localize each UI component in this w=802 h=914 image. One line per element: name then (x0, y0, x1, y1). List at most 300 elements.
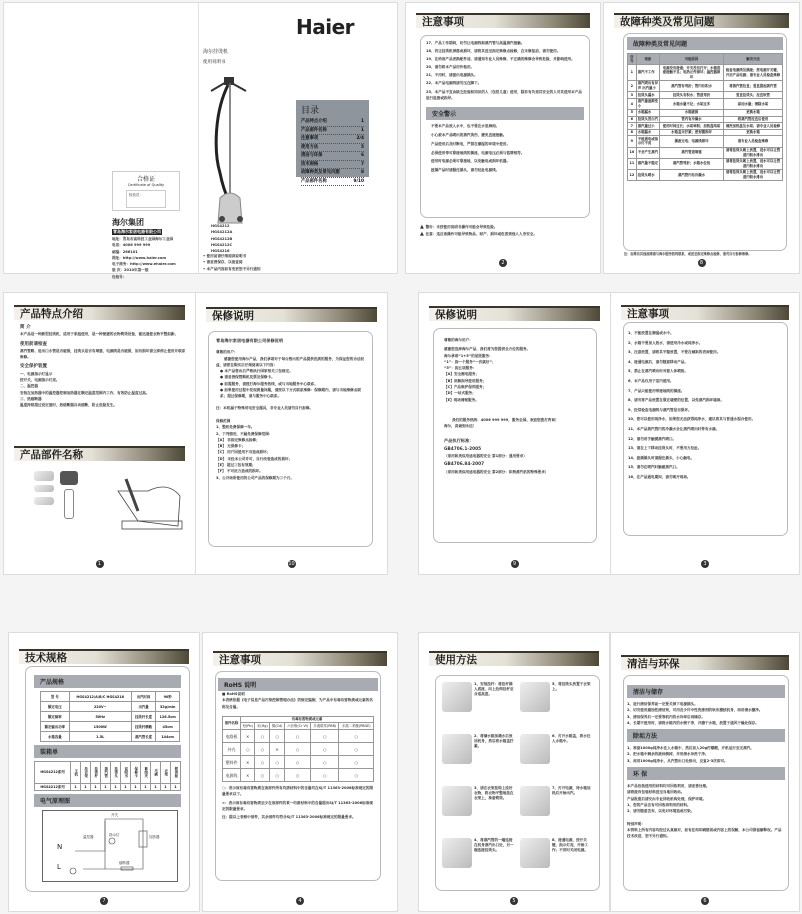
scope-item: 【E】 超过三包有效期； (216, 463, 256, 468)
rohs-cell: × (241, 730, 255, 743)
environment-item: 本产品包装使用的材料均可回收利用，请妥善处理。 (627, 784, 710, 789)
toc-page: 2/4 (356, 136, 364, 141)
intro-text: 本产品是一种新型挂烫机，适用于家庭使用，是一种便捷的衣物熨烫设备，能迅速使衣物平整如新。 (20, 332, 179, 337)
step-text: 4、将蒸汽管的一端连接在机身蒸汽出口处，另一端连接挂烫头。 (474, 838, 514, 852)
step-text: 1、安装挂杆：将挂杆插入底座，向上拉伸挂杆至合适高度。 (474, 682, 514, 696)
step-text: 7、打开电源，待水箱加热后开始出汽。 (552, 786, 591, 795)
rohs-cell: ○ (339, 743, 374, 756)
table-header-row (628, 54, 783, 65)
step-text: 8、接通电源，按开关键，指示灯亮，开始工作；不用时关闭电源。 (552, 838, 588, 852)
packing-qty: 1 (130, 784, 140, 791)
toc-label: 产品部件名称 (301, 127, 327, 133)
notice-item: 23、本产品不宜由缺乏经验和知识的人（包括儿童）使用，除非有负责其安全的人对其使用本产品进行监督或指导。 (426, 89, 582, 100)
clean-item: 4、长期不使用时，请将水箱内的水倒干净，并擦干水箱，放置于通风干燥处保存。 (627, 720, 759, 725)
warning-triangle-icon: ▲ (420, 224, 426, 230)
toc-page: 1 (361, 119, 364, 124)
clean-item: 2、切勿使用腐蚀性清洁剂，可用含少许中性洗涤剂的软布擦拭机身，再用清水擦净。 (627, 708, 763, 713)
cover-spread (3, 2, 398, 279)
table-cell: 水箱盖未拧紧；密封圈损坏 (660, 129, 724, 136)
packing-column: 挂衣架 (80, 762, 90, 784)
document-type: 使用说明书 (203, 60, 226, 65)
circuit-label: 开关 (111, 812, 118, 817)
footnote: 注：如果有其他故障请与海尔服务热线联系，或送至指定维修点检修，请勿自行拆卸维修。 (624, 252, 752, 256)
rohs-note: ×：表示该有毒有害物质至少在该部件的某一均质材料中的含量超出SJ/T 11363-2006标准规定的限量要求。 (222, 800, 373, 811)
table-cell: 管内有冷凝水 (660, 116, 724, 123)
table-row (628, 136, 783, 147)
cover-notes (203, 253, 260, 272)
spec-cell: 45cm (156, 722, 180, 732)
packing-column: 衣架 (160, 762, 170, 784)
rohs-elements-row (223, 723, 374, 730)
scope-item: 【B】 无保修卡； (216, 444, 246, 449)
packing-column: 熨烫板 (170, 762, 180, 784)
column-header: 解决方法 (723, 54, 782, 65)
circuit-label: L (57, 862, 61, 871)
safety-item: 拔插产品时请握住插头，请勿拉扯电源线。 (431, 168, 500, 173)
page-warranty-2 (418, 292, 611, 575)
model-number: HGS4216 (211, 249, 230, 254)
element-header: 多溴联苯(PBB) (311, 723, 339, 730)
rohs-cell: ○ (285, 756, 311, 769)
table-cell: 挂烫头漏水 (636, 92, 659, 99)
table-cell: 添加水量；清除水垢 (723, 98, 782, 109)
packing-qty: 1 (110, 784, 120, 791)
safety-device-line: 二、温控器 (20, 384, 38, 389)
notice-item: 5、禁止在蒸汽喷出时对着人体喷射。 (628, 369, 688, 374)
rohs-cell: ○ (311, 730, 339, 743)
packing-row (35, 784, 181, 791)
table-cell: 8 (628, 129, 637, 136)
table-row (628, 65, 783, 81)
step-text: 5、将挂烫头放置于衣架上。 (552, 682, 591, 691)
substance-header: 有毒有害物质或元素 (241, 716, 374, 723)
page-title: 清洁与环保 (627, 658, 680, 670)
slogan: 海尔，真诚到永远！ (444, 424, 477, 429)
packing-qty: 1 (120, 784, 130, 791)
contact-line: 电话：4006 999 999 (112, 243, 151, 248)
safety-item: 产品使用后及时断电，严禁在潮湿的环境中使用。 (431, 141, 511, 146)
safety-item: 小心被本产品喷出的蒸汽烫伤，避免直接接触。 (431, 132, 507, 137)
usage-step (442, 838, 518, 886)
service-line: 【A】安全测电服务； (444, 372, 480, 377)
contact-line: 电子商务：http://www.ehaier.com (112, 262, 176, 267)
rohs-cell: ○ (339, 730, 374, 743)
spec-row (41, 692, 180, 702)
table-cell: 使用时间过长；水垢堆积；加热盘结垢 (660, 123, 724, 130)
table-cell: 4 (628, 98, 637, 109)
environment-item: 2、请勿随意丢弃，以免对环境造成污染。 (627, 809, 695, 814)
warning-line (420, 231, 537, 238)
rohs-cell: ○ (241, 743, 255, 756)
toc-label: 产品特点介绍 (301, 119, 327, 124)
spec-cell: 挂烫杆横截 (131, 722, 156, 732)
page-troubleshooting (603, 2, 800, 274)
rohs-cell: 电路板 (223, 730, 241, 743)
usage-step (520, 734, 596, 782)
rohs-heading: RoHS 说明 (218, 678, 378, 691)
descale-item: 2、把水箱中剩余的液体倒掉，并用清水冲洗干净。 (627, 752, 709, 757)
table-cell: 蒸汽喷出有异声 出汽量小 (637, 81, 659, 91)
usage-step (442, 734, 518, 782)
spec-row (41, 702, 180, 712)
table-cell: 7 (628, 123, 637, 130)
standard-desc: （家用和类似用途电器的安全 第2部分：织物蒸汽机的特殊要求） (444, 469, 549, 474)
notice-item: 13、请在上下移动挂烫头时，不要用力拉扯。 (628, 446, 702, 451)
garment-steamer-image (206, 73, 251, 223)
table-row (628, 129, 783, 136)
page-title: 产品特点介绍 (20, 308, 83, 320)
table-cell: 竖直挂烫头；拉直软管 (723, 92, 782, 99)
table-row (628, 98, 783, 109)
table-cell: 5 (628, 109, 637, 116)
table-cell: 蒸汽不工作 (636, 65, 659, 81)
table-cell: 检查电源线及插座；按电源开关键，开启产品电源；请专业人员检查维修 (723, 65, 782, 81)
haier-group-logo: 海尔集团 (112, 218, 144, 227)
model-number: HGS4212B (211, 236, 233, 241)
element-header: 汞(Hg) (255, 723, 270, 730)
toc-label: 故障种类及常见问题 (301, 170, 340, 175)
toc-title: 目录 (301, 106, 320, 116)
step-illustration (442, 734, 472, 764)
spec-cell: 水箱容量 (41, 732, 70, 742)
table-cell: 蒸汽管弯折；水箱水位低 (660, 158, 724, 169)
hotline-text: 我们的服务热线：4006 999 999，服务全国。欢迎您拨打咨询！ (452, 417, 559, 422)
table-cell: 11 (628, 158, 637, 169)
warranty-bullet: ● 本产品售出后严格执行国家相关三包规定。 (220, 369, 293, 374)
warning-text: 警告：未按使用说明书操作可能会导致危险。 (425, 225, 498, 229)
notice-item: 12、请勿用手触摸蒸汽喷口。 (628, 436, 677, 441)
table-cell: 蒸汽管内有冷凝水 (660, 169, 724, 180)
circuit-diagram (42, 810, 178, 882)
table-row (628, 169, 783, 180)
circuit-label: N (57, 842, 63, 851)
packing-qty: 1 (170, 784, 180, 791)
table-cell: 蒸汽量过小 (636, 123, 659, 130)
packing-column: 主机 (70, 762, 80, 784)
spec-cell: 220V~ (69, 702, 131, 712)
rohs-cell: ○ (339, 756, 374, 769)
descale-heading: 除垢方法 (627, 729, 785, 742)
table-cell: 10 (628, 147, 637, 158)
rohs-cell: × (241, 756, 255, 769)
table-cell: 1 (628, 65, 637, 81)
spec-cell: 蒸汽管长度 (131, 732, 156, 742)
model-number: HGS4212C (211, 242, 233, 247)
back-cover (4, 3, 199, 279)
toc-entry[interactable] (301, 169, 364, 178)
rohs-cell: ○ (255, 743, 270, 756)
rohs-note: ○：表示该有毒有害物质在该部件所有均质材料中的含量均在SJ/T 11363-2006标准规定的限量要求以下。 (222, 786, 374, 797)
environment-item: 1、您的产品含有可回收再利用的材料。 (627, 802, 691, 807)
safety-warning-heading: 安全警示 (426, 107, 584, 120)
model-number: HGS4212A (211, 230, 233, 235)
contact-line: 版 次：2010年第一版 (112, 268, 149, 273)
toc-label: 技术规格 (301, 161, 319, 167)
table-cell: 12 (628, 169, 637, 180)
table-cell: 清洗加热盘及水垢；请专业人员检修 (723, 123, 782, 130)
service-line: 【E】现场清理服务。 (444, 397, 479, 402)
spec-cell: 32g/min (156, 702, 180, 712)
table-cell: 更换水箱 (723, 129, 782, 136)
rohs-cell: ○ (255, 756, 270, 769)
column-header: 现象 (636, 54, 659, 65)
descale-item: 1、准备1000g纯净水注入水箱中，然后加入20g柠檬酸，开机运行至无蒸汽。 (627, 746, 754, 751)
packing-heading: 装箱单 (34, 745, 181, 758)
table-row (628, 123, 783, 130)
safety-device-line: 安装在加热器中的温控器控制加热器在额定温度范围内工作，有效防止温度过高。 (20, 390, 150, 395)
spec-cell: 挂烫杆长度 (131, 712, 156, 722)
step-illustration (442, 786, 472, 816)
spec-cell: 额定电压 (41, 702, 70, 712)
toc-page: 6 (361, 153, 364, 158)
rohs-cell: ○ (255, 769, 270, 782)
rohs-note: 注：除以上表格中部件，其余部件均符合SJ/T 11363-2006标准规定的限量要求。 (222, 815, 356, 820)
toc-entry[interactable] (301, 152, 364, 161)
parts-title: 产品部件名称 (20, 449, 83, 461)
table-cell: 蒸汽管有弯折；管内有积水 (660, 80, 724, 91)
rohs-cell: ○ (311, 769, 339, 782)
safety-device-line: 三、热熔断器 (20, 396, 42, 401)
notice-item: 4、接通电源后，请勿随意移动产品。 (628, 359, 688, 364)
troubleshooting-table (627, 53, 783, 181)
notice-item: 1、不能放置在潮湿或水中。 (628, 331, 674, 335)
packing-column: 裤线夹 (140, 762, 150, 784)
toc-entry[interactable] (301, 118, 364, 127)
standard-code: GB4706.1-2005 (444, 446, 482, 452)
packing-qty: 1 (150, 784, 160, 791)
legal-text: 本资料上所有内容均经过认真核对，如有任何印刷错误或内容上的误解，本公司保留解释权。产品技术改进，恕不另行通知。 (627, 827, 782, 839)
rohs-subheading: ■ RoHS说明 (222, 692, 245, 696)
page-usage (418, 632, 610, 912)
clean-item: 3、清洁保养后一定要等机内的水冷却后再储存。 (627, 714, 705, 719)
notice-item: 20、请勿将本产品用作他用。 (426, 65, 475, 70)
step-illustration (520, 786, 550, 816)
page-number: 5 (510, 897, 518, 905)
scope-item: 1、整机免费保修一年。 (216, 425, 255, 430)
page-title: 保修说明 (212, 310, 254, 322)
service-line: 【B】讲解指导使用服务； (444, 378, 487, 383)
safety-device-line: 温度持续超过设定值时，热熔断器自动熔断，防止危险发生。 (20, 403, 118, 408)
table-cell: 水箱水量不足；水垢过多 (660, 98, 724, 109)
page-notice-1 (610, 292, 800, 575)
rohs-row (223, 743, 374, 756)
table-cell: 蒸汽量逐渐变小 (637, 99, 659, 108)
toc-entry[interactable] (301, 127, 364, 136)
packing-column: 说明书 (120, 762, 130, 784)
toc-label: 产品部件名称 (301, 178, 327, 184)
table-cell: 挂烫头有积水；管道弯折 (660, 92, 724, 99)
page-warranty-1 (195, 292, 388, 575)
page-title: 故障种类及常见问题 (620, 16, 715, 28)
clean-heading: 清洁与储存 (627, 685, 785, 698)
notice-item: 21、不用时，请拔出电源插头。 (426, 73, 478, 78)
table-cell: 水箱破损 (660, 109, 724, 116)
step-text: 6、打开水箱盖，将水注入水箱中。 (552, 734, 591, 743)
notice-item: 11、本产品蒸汽管内的冷凝水会让蒸汽喷出时带有水滴。 (628, 426, 720, 431)
safety-device-heading: 安全保护装置 (20, 364, 47, 370)
greeting: 尊敬的用户： (216, 350, 238, 355)
spec-row (41, 712, 180, 722)
step-illustration (442, 838, 472, 868)
notice-item: 19、在给该产品更换配件前，请通知专业人员维修，不正确的维修会导致危险，并影响使用。 (426, 57, 575, 62)
notice-item: 14、拔插插头时请握住插头，小心触电。 (628, 455, 695, 460)
toc-entry[interactable] (301, 144, 364, 153)
circuit-label: 加热器 (149, 834, 160, 839)
warranty-bullet: ● 请妥善保管购机发票及保修卡。 (220, 375, 275, 380)
rohs-cell: ○ (285, 769, 311, 782)
table-cell: 请专业人员检查维修 (723, 136, 782, 147)
spec-cell: 90秒 (156, 692, 180, 702)
rohs-table (222, 716, 374, 782)
notice-item: 9、经常检查电源线与蒸汽管是否损坏。 (628, 407, 692, 412)
usage-step (442, 682, 518, 730)
packing-column: 挂烫杆 (90, 762, 100, 784)
rohs-cell: ○ (270, 756, 285, 769)
table-cell: 请将挂烫头朝上放置，进水可以让管道内积水排出 (723, 147, 782, 158)
page-number: 8 (698, 259, 706, 267)
table-row (628, 147, 783, 158)
model-list (211, 223, 232, 254)
safety-device-line: 按开关，电源指示灯亮。 (20, 378, 60, 383)
scope-heading: 保修范围 (216, 418, 231, 423)
notice-item: 15、请勿在喷汽时触碰蒸汽口。 (628, 465, 680, 470)
safety-item: 使用时电源必须可靠接地，以免触电或损坏机器。 (431, 159, 511, 164)
table-cell: 蒸汽管道堵塞 (660, 147, 724, 158)
cover-note: • 本产品内容如有变更恕不另行通知 (203, 266, 261, 271)
environment-item: 请将废弃包装材料送至当地回收站。 (627, 790, 685, 795)
packing-model: HGS4212系列 (35, 784, 71, 791)
step-illustration (520, 734, 550, 764)
packing-column: 蒸汽管 (100, 762, 110, 784)
spec-cell: 1500W (69, 722, 131, 732)
page-number: 4 (296, 897, 304, 905)
step-text: 3、请在衣架挂钩上挂好衣物，将衣物平整地挂在衣架上，准备熨烫。 (474, 786, 514, 800)
inspector-label: 检验员： (129, 193, 143, 197)
step-illustration (442, 682, 472, 712)
certificate-of-quality (112, 171, 180, 211)
table-cell: 不会产生蒸汽 (636, 147, 659, 158)
page-number: 10 (288, 561, 295, 567)
element-header: 多溴二苯醚(PBDE) (339, 723, 374, 730)
service-line: “1”：指一个服务“一次就好”； (444, 359, 496, 364)
contact-line: 地址：青岛市高科技工业园海尔工业园 (112, 237, 174, 241)
page-number: 1 (96, 560, 104, 568)
step-illustration (520, 838, 550, 868)
notice-item: 18、若让挂烫机掉落或损坏，请将其送至指定维修点检修，在未修复前，请勿使用。 (426, 49, 561, 54)
rohs-cell: ○ (270, 769, 285, 782)
rohs-cell: × (270, 743, 285, 756)
table-cell: 电源没有接通；开关没有打开；水箱底座接触不良；电热元件损坏；温控器损坏 (660, 65, 724, 81)
circuit-label: 温控器 (83, 834, 94, 839)
table-cell: 蒸汽量不稳定 (636, 158, 659, 169)
table-cell: 3 (628, 92, 637, 99)
notice-item: 10、您可以使用纯净水，如果您无法获得纯净水，建议将其与普通水混合使用。 (628, 417, 756, 422)
scope-item: 【A】 非指定维修点拆修； (216, 437, 260, 442)
spec-cell: 额定输出功率 (41, 722, 70, 732)
cover-note: • 使用前请仔细阅读说明书 (203, 254, 247, 258)
front-cover (201, 3, 399, 273)
clean-item: 1、进行清洁保养前一定要关掉下电源插头。 (627, 702, 698, 706)
service-line: “5”：指五项服务： (444, 366, 477, 371)
toc-page: 5 (361, 144, 364, 150)
toc-label: 注意事项 (301, 136, 319, 141)
rohs-cell: 塑料件 (223, 756, 241, 769)
circuit-label: 指示灯 (109, 832, 120, 837)
environment-item: 产品报废后请交由专业回收机构处理，保护环境。 (627, 796, 707, 801)
rohs-cell: ○ (255, 730, 270, 743)
toc-entry[interactable] (301, 161, 364, 170)
rohs-cell: ○ (285, 743, 311, 756)
cert-subtitle: Certificate of Quality (127, 183, 165, 187)
table-cell: 挂烫头冒白汽 (637, 117, 659, 122)
notice-item: 22、本产品电源线请勿压在脚下。 (426, 81, 482, 86)
page-number: 7 (100, 897, 108, 905)
rohs-cell: ○ (311, 756, 339, 769)
table-cell: 请将挂烫头朝上放置，进水可以让管道内积水排出 (723, 169, 782, 180)
packing-qty: 1 (100, 784, 110, 791)
scope-item: 2、下列情况，不属免费保修范围： (216, 431, 273, 436)
inspector-box (126, 190, 166, 208)
safety-item: 必须使用带可靠接地线的插座，电源电压必须与铭牌相符。 (431, 150, 525, 155)
notice-item: 17、产品工作期间，切勿让电源线和蒸汽管与高温蒸汽接触。 (426, 41, 525, 45)
intro-heading: 简 介 (20, 325, 31, 330)
rohs-row (223, 730, 374, 743)
service-line: 海尔承诺“1+5”的星级服务： (444, 353, 493, 358)
spec-cell: 126.5cm (156, 712, 180, 722)
packing-corner: HGS4212系列 (35, 762, 71, 784)
rohs-cell: × (241, 769, 255, 782)
spec-cell: HGS4212/A/B/C HGS4216 (69, 692, 131, 702)
steamer-parts-drawing (108, 471, 188, 536)
spec-cell: 50Hz (69, 712, 131, 722)
spec-table (40, 691, 180, 742)
page-number: 6 (701, 897, 709, 905)
rohs-cell: ○ (311, 743, 339, 756)
page-title: 注意事项 (422, 16, 464, 28)
table-cell: 2 (628, 80, 637, 91)
toc-entry[interactable] (301, 135, 364, 144)
legal-heading: 特别声明： (627, 821, 645, 826)
greeting: 尊敬的海尔用户： (444, 338, 473, 342)
warranty-bullet: ● 如需服务，请拨打海尔服务热线，或与当地服务中心联系。 (220, 381, 318, 386)
usage-step (520, 682, 596, 730)
step-text: 2、将储水箱加满水后放回机身，然后将水箱盖拧紧。 (474, 734, 514, 748)
packing-qty: 1 (160, 784, 170, 791)
packing-qty: 1 (70, 784, 80, 791)
descale-item: 3、再用1000g纯净水，从汽管出口处排出，反复2-3次即可。 (627, 758, 728, 763)
notice-item: 3、注意放置，请将其平稳放置，不要在倾斜的表面使用。 (628, 350, 721, 355)
contact-info (112, 236, 176, 280)
usage-step (442, 786, 518, 834)
table-of-contents (296, 100, 369, 184)
toc-entry[interactable] (301, 178, 364, 187)
rohs-cell: 电源线 (223, 769, 241, 782)
packing-qty: 1 (140, 784, 150, 791)
notice-item: 7、产品只能使用带接地线的插座。 (628, 388, 685, 393)
page-number: 2 (499, 259, 507, 267)
table-row (628, 109, 783, 116)
warranty-note: 注：本机属于特殊用电安全器具，非专业人员请勿自行拆修。 (216, 405, 314, 410)
page-number: 9 (511, 560, 519, 568)
contact-line: 邮编：266101 (112, 249, 138, 254)
toc-label: 清洁与环保 (301, 153, 323, 158)
usage-step (520, 786, 596, 834)
spec-cell: 额定频率 (41, 712, 70, 722)
rohs-row (223, 769, 374, 782)
haier-logo: Haier (296, 15, 355, 39)
notice-item: 8、请勿将产品放置在靠近墙壁的位置，以免蒸汽损坏墙面。 (628, 398, 724, 403)
scope-item: 【C】 用户因使用不当造成损坏； (216, 450, 271, 455)
